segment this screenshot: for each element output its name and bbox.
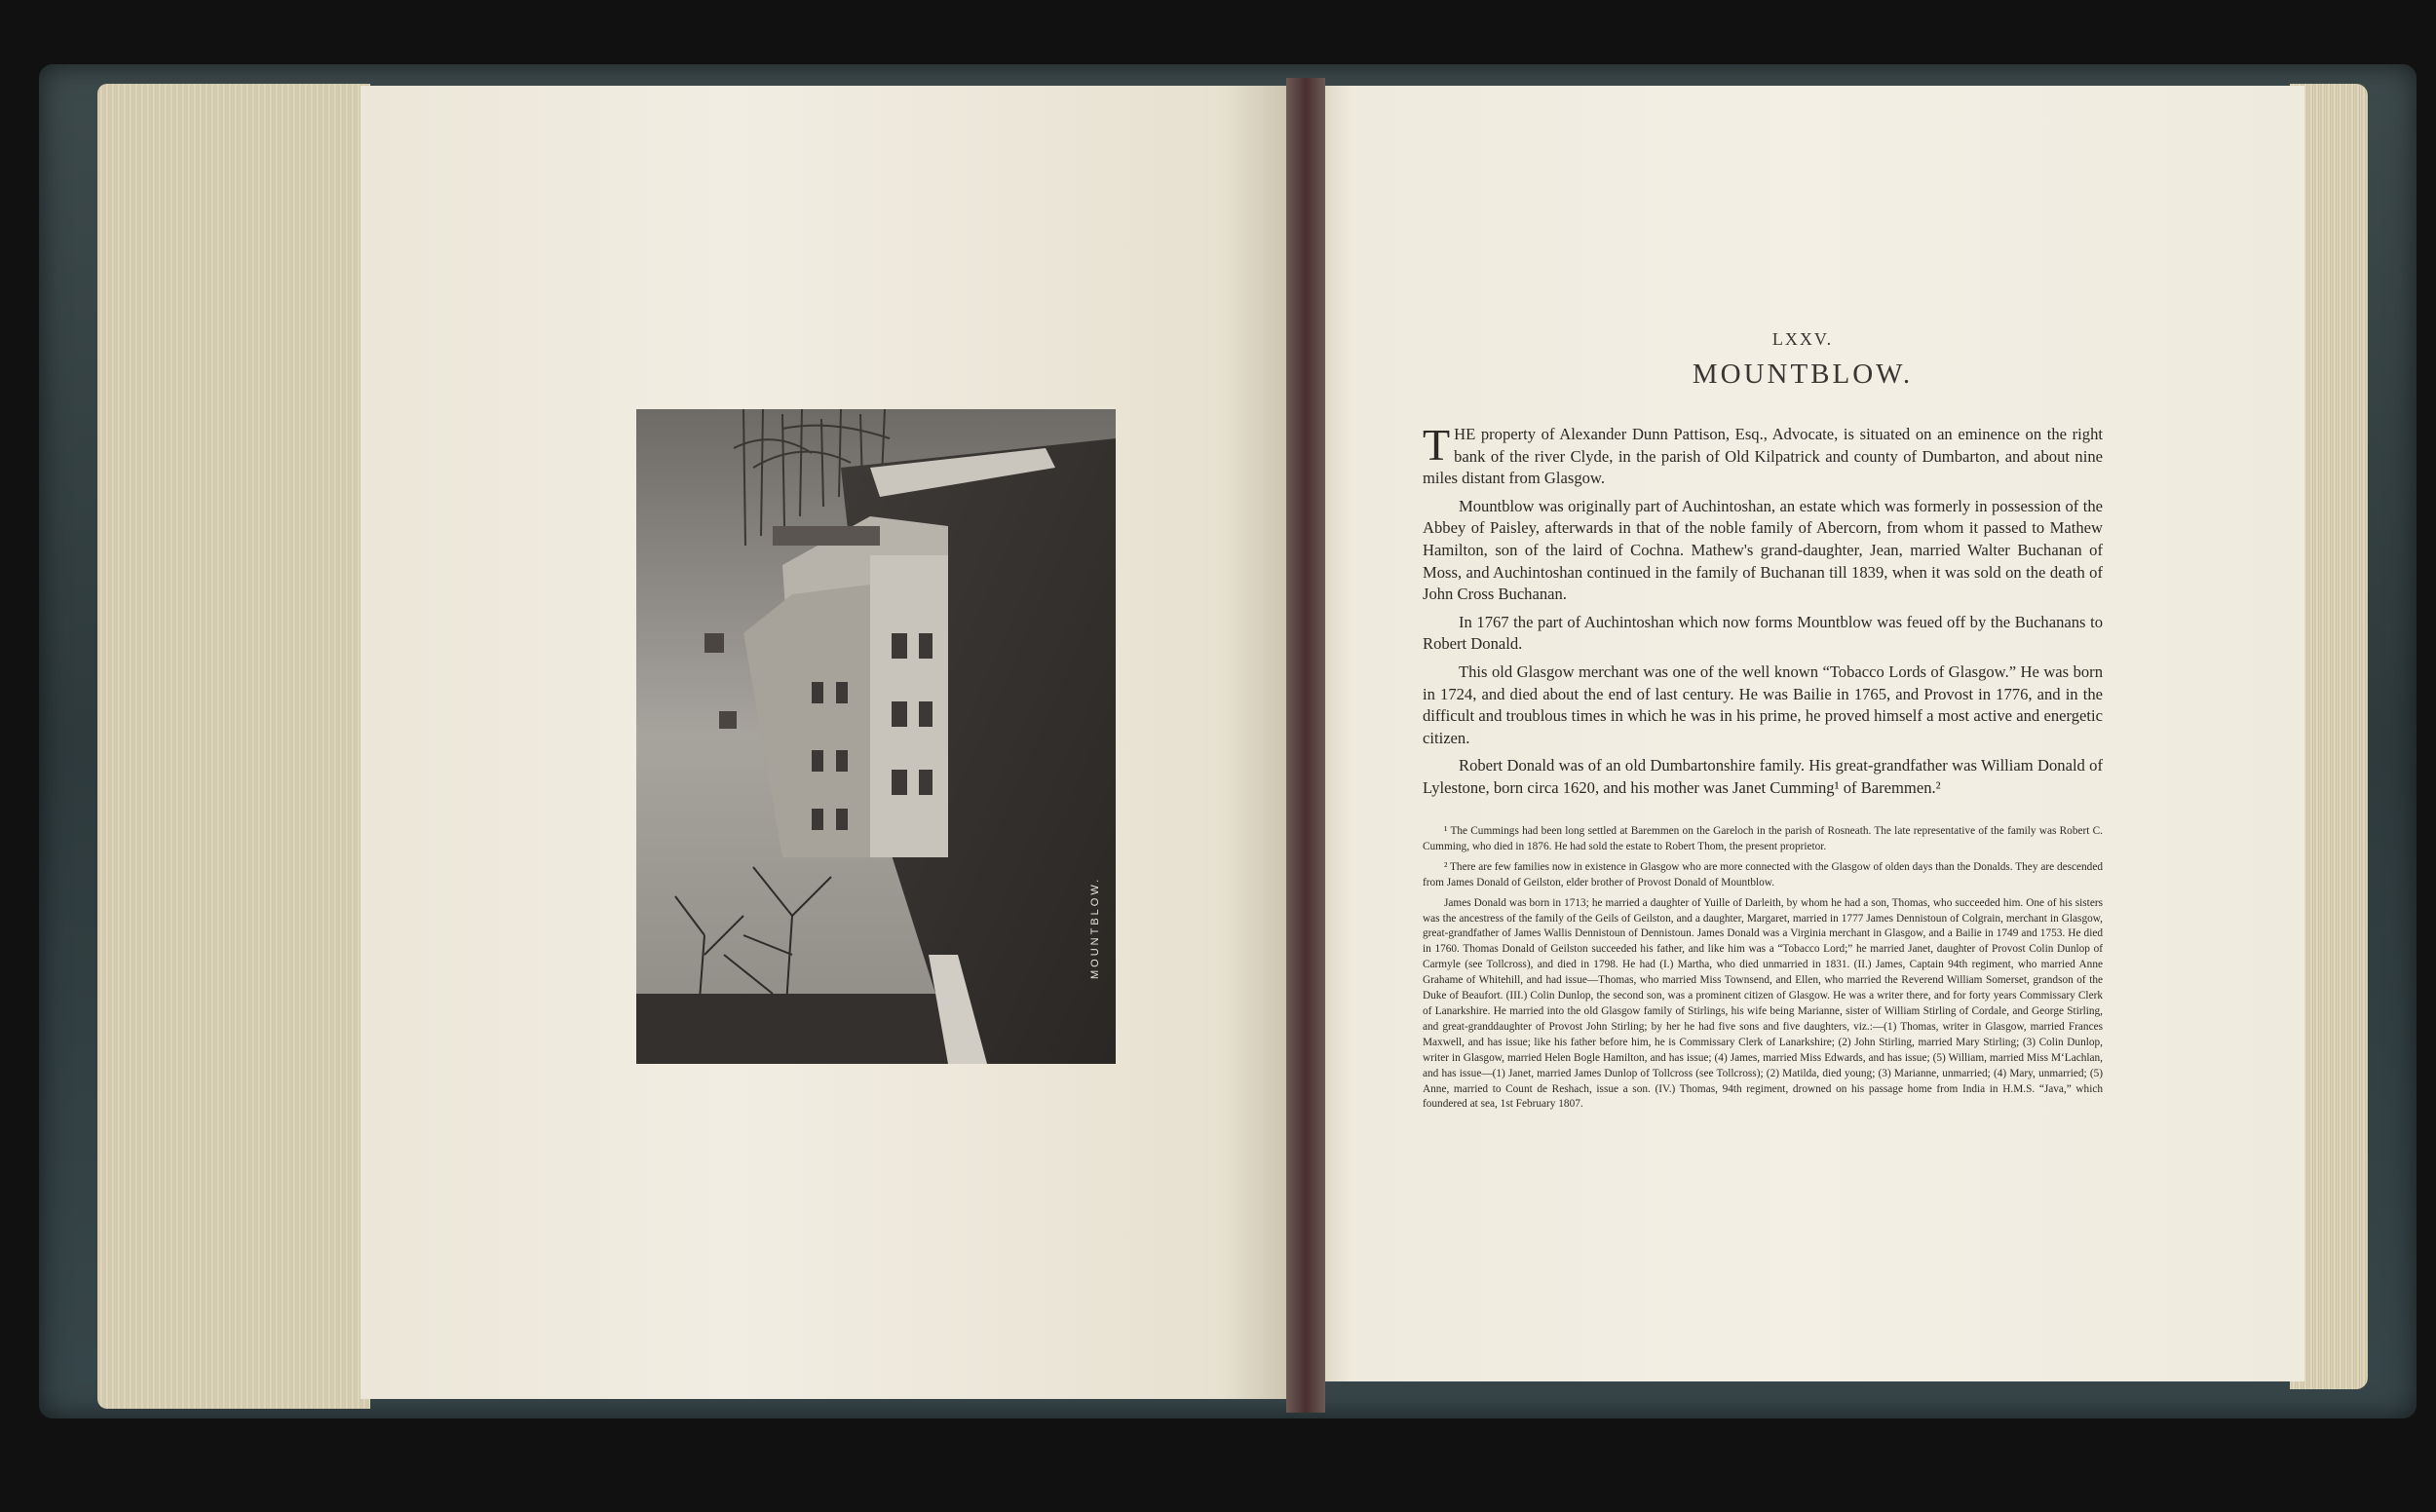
chapter-number: LXXV.: [1771, 329, 1834, 349]
paragraph: Robert Donald was of an old Dumbartonshire family. His great-grandfather was William Donald of Lylestone, born circa 1620, and his mother was Janet Cumming¹ of Baremmen.²: [1423, 756, 2103, 797]
paragraph: Mountblow was originally part of Auchintoshan, an estate which was formerly in possession of the Abbey of Paisley, afterwards in that of the noble family of Abercorn, from whom it passed to Mathew Hamilton, son of the laird of Cochna. Mathew's grand-daughter, Jean, married Walter Buchanan of Moss, and Auchintoshan continued in the family of Buchanan till 1839, when it was sold on the death of John Cross Buchanan.: [1423, 496, 2103, 604]
paragraph: This old Glasgow merchant was one of the well known “Tobacco Lords of Glasgow.” He was born in 1724, and died about the end of last century. He was Bailie in 1765, and Provost in 1776, and in the difficult and troublous times in which he was in his prime, he proved himself a most active and energetic citizen.: [1423, 662, 2103, 747]
paragraph: [1423, 420, 2103, 490]
footnote: James Donald was born in 1713; he married a daughter of Yuille of Darleith, by whom he had a son, Thomas, who succeeded him. One of his sisters was the ancestress of the family of the Geils of Geilston, and a daughter, Margaret, married in 1777 James Dennistoun of Colgrain, merchant in Glasgow, great-grandfather of James Wallis Dennistoun of Dennistoun. James Donald was a Virginia merchant in Glasgow, and a Bailie in 1749 and 1753. He died in 1760. Thomas Donald of Geilston succeeded his father, and like him was a “Tobacco Lord;” he married Janet, daughter of Provost Colin Dunlop of Carmyle (see Tollcross), and died in 1798. He had (I.) Martha, who died unmarried in 1831. (II.) James, Captain 94th regiment, who married Anne Grahame of Whitehill, and had issue—Thomas, who married Miss Townsend, and Ellen, who married the Reverend William Somerset, grandson of the Duke of Beaufort. (III.) Colin Dunlop, the second son, was a prominent citizen of Glasgow. He was a writer there, and for forty years Commissary Clerk of Lanarkshire. He married into the old Glasgow family of Stirlings, his wife being Marianne, sister of William Stirling of Cordale, and George Stirling, and great-granddaughter of Provost John Stirling; by her he had five sons and five daughters, viz.:—(1) Thomas, writer in Glasgow, married Frances Maxwell, and has issue; like his father before him, he is Commissary Clerk of Lanarkshire; (2) John Stirling, married Mary Stirling; (3) Colin Dunlop, writer in Glasgow, married Helen Bogle Hamilton, and has issue; (4) James, married Miss Edwards, and has issue; (5) William, married Miss M‘Lachlan, and has issue—(1) Janet, married James Dunlop of Tollcross (see Tollcross); (2) Matilda, died young; (3) Marianne, unmarried; (4) Mary, unmarried; (5) Anne, married to Count de Reshach, issue a son. (IV.) Thomas, 94th regiment, drowned on his passage home from India in H.M.S. “Java,” which foundered at sea, 1st February 1807.: [1423, 896, 2103, 1111]
chapter-title: MOUNTBLOW.: [1692, 359, 1914, 390]
footnotes: [1423, 824, 2103, 1117]
spine-gutter: [1286, 78, 1325, 1413]
footnote: ² There are few families now in existence in Glasgow who are more connected with the Glasgow of olden days than the Donalds. They are descended from James Donald of Geilston, elder brother of Provost Donald of Mountblow.: [1423, 860, 2103, 888]
page-edges-left: [97, 84, 370, 1409]
mountblow-house-photo: [636, 409, 1116, 1064]
body-text: [1423, 420, 2103, 806]
plate-photograph: [636, 409, 1116, 1064]
paragraph-text: HE property of Alexander Dunn Pattison, Esq., Advocate, is situated on an eminence on the right bank of the river Clyde, in the parish of Old Kilpatrick and county of Dumbarton, and about nine miles distant from Glasgow.: [1423, 425, 2103, 488]
footnote: ¹ The Cummings had been long settled at Baremmen on the Gareloch in the parish of Rosneath. The late representative of the family was Robert C. Cumming, who died in 1876. He had sold the estate to Robert Thom, the present proprietor.: [1423, 825, 2103, 852]
drop-cap: T: [1423, 420, 1451, 470]
paragraph: In 1767 the part of Auchintoshan which now forms Mountblow was feued off by the Buchanans to Robert Donald.: [1423, 612, 2103, 654]
plate-caption: MOUNTBLOW.: [1089, 876, 1101, 979]
